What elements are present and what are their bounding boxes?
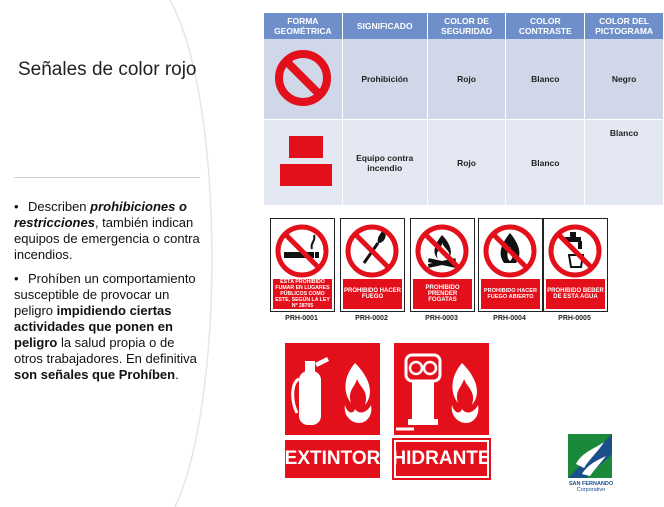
sign-caption: PROHIBIDO PRENDER FOGATAS [413, 279, 472, 309]
table-cell [264, 39, 342, 120]
table-row [264, 120, 664, 206]
table-cell [264, 120, 342, 206]
sign-caption: PROHIBIDO HACER FUEGO ABIERTO [481, 279, 540, 309]
sign-code: PRH-0004 [493, 315, 526, 322]
bullet-emphasis: son señales que Prohíben [14, 367, 176, 382]
sign-caption: PROHIBIDO HACER FUEGO [343, 279, 402, 309]
sign-prh-0004 [478, 218, 543, 312]
logo-sub: Corporativo [576, 487, 606, 493]
table-header: COLOR DE SEGURIDAD [427, 13, 506, 39]
logo-name: SAN FERNANDO [568, 481, 614, 487]
title-divider [14, 177, 200, 178]
hidrante-sign [394, 343, 489, 435]
table-row [264, 39, 664, 120]
no-open-fire-icon [480, 221, 540, 281]
fire-extinguisher-icon [285, 343, 380, 435]
sign-code: PRH-0003 [425, 315, 458, 322]
table-cell: Equipo contra incendio [342, 120, 427, 206]
no-campfire-icon [412, 221, 472, 281]
sign-caption: ESTÁ PROHIBIDO FUMAR EN LUGARES PÚBLICOS COMO ESTE, SEGÚN LA LEY Nº 28705 [273, 279, 332, 309]
bullet-text: Describen [28, 199, 91, 214]
color-table [264, 13, 654, 193]
no-smoking-icon [272, 221, 332, 281]
table-cell: Blanco [506, 120, 585, 206]
table-header: COLOR DEL PICTOGRAMA [585, 13, 664, 39]
sign-code: PRH-0001 [285, 315, 318, 322]
table-cell: Blanco [506, 39, 585, 120]
bullet-text: la salud propia o de otros trabajadores. En definitiva [14, 335, 197, 366]
bullet-list [14, 199, 200, 391]
sign-code: PRH-0005 [558, 315, 591, 322]
bullet-emphasis: impidiendo ciertas actividades que ponen en peligro [14, 303, 173, 350]
sign-prh-0001 [270, 218, 335, 312]
table-cell: Rojo [427, 39, 506, 120]
extintor-label: EXTINTOR [285, 440, 380, 478]
sign-caption: PROHIBIDO BEBER DE ESTA AGUA [546, 279, 605, 309]
extintor-sign [285, 343, 380, 435]
sign-code: PRH-0002 [355, 315, 388, 322]
bullet-item: • Describen prohibiciones o restricciones, también indican equipos de emergencia o contra incendios. [14, 199, 200, 262]
table-cell: Blanco [585, 120, 664, 206]
table-cell: Prohibición [342, 39, 427, 120]
table-header: COLOR CONTRASTE [506, 13, 585, 39]
no-drinking-water-icon [545, 221, 605, 281]
hydrant-icon [394, 343, 489, 435]
slide-title: Señales de color rojo [18, 59, 197, 80]
sign-prh-0002 [340, 218, 405, 312]
no-fire-match-icon [342, 221, 402, 281]
prohibition-circle-icon [273, 48, 333, 108]
sign-prh-0005 [543, 218, 608, 312]
bullet-text: . [175, 367, 179, 382]
table-header: FORMA GEOMÉTRICA [264, 13, 342, 39]
table-header: SIGNIFICADO [342, 13, 427, 39]
table-header-row [264, 13, 664, 39]
table-cell: Negro [585, 39, 664, 120]
bullet-emphasis: prohibiciones o restricciones [14, 199, 187, 230]
bullet-text: Prohíben un comportamiento susceptible de provocar un peligro [14, 271, 196, 318]
fire-equipment-square-icon [273, 132, 333, 192]
bullet-text: , también indican equipos de emergencia o contra incendios. [14, 215, 200, 262]
bullet-item: • Prohíben un comportamiento susceptible de provocar un peligro impidiendo ciertas actividades que ponen en peligro la salud propia o de otros trabajadores. En definitiva son señales que Prohíben. [14, 271, 197, 382]
logo-text [562, 481, 620, 493]
hidrante-label: HIDRANTE [394, 440, 489, 478]
sign-prh-0003 [410, 218, 475, 312]
table-cell: Rojo [427, 120, 506, 206]
